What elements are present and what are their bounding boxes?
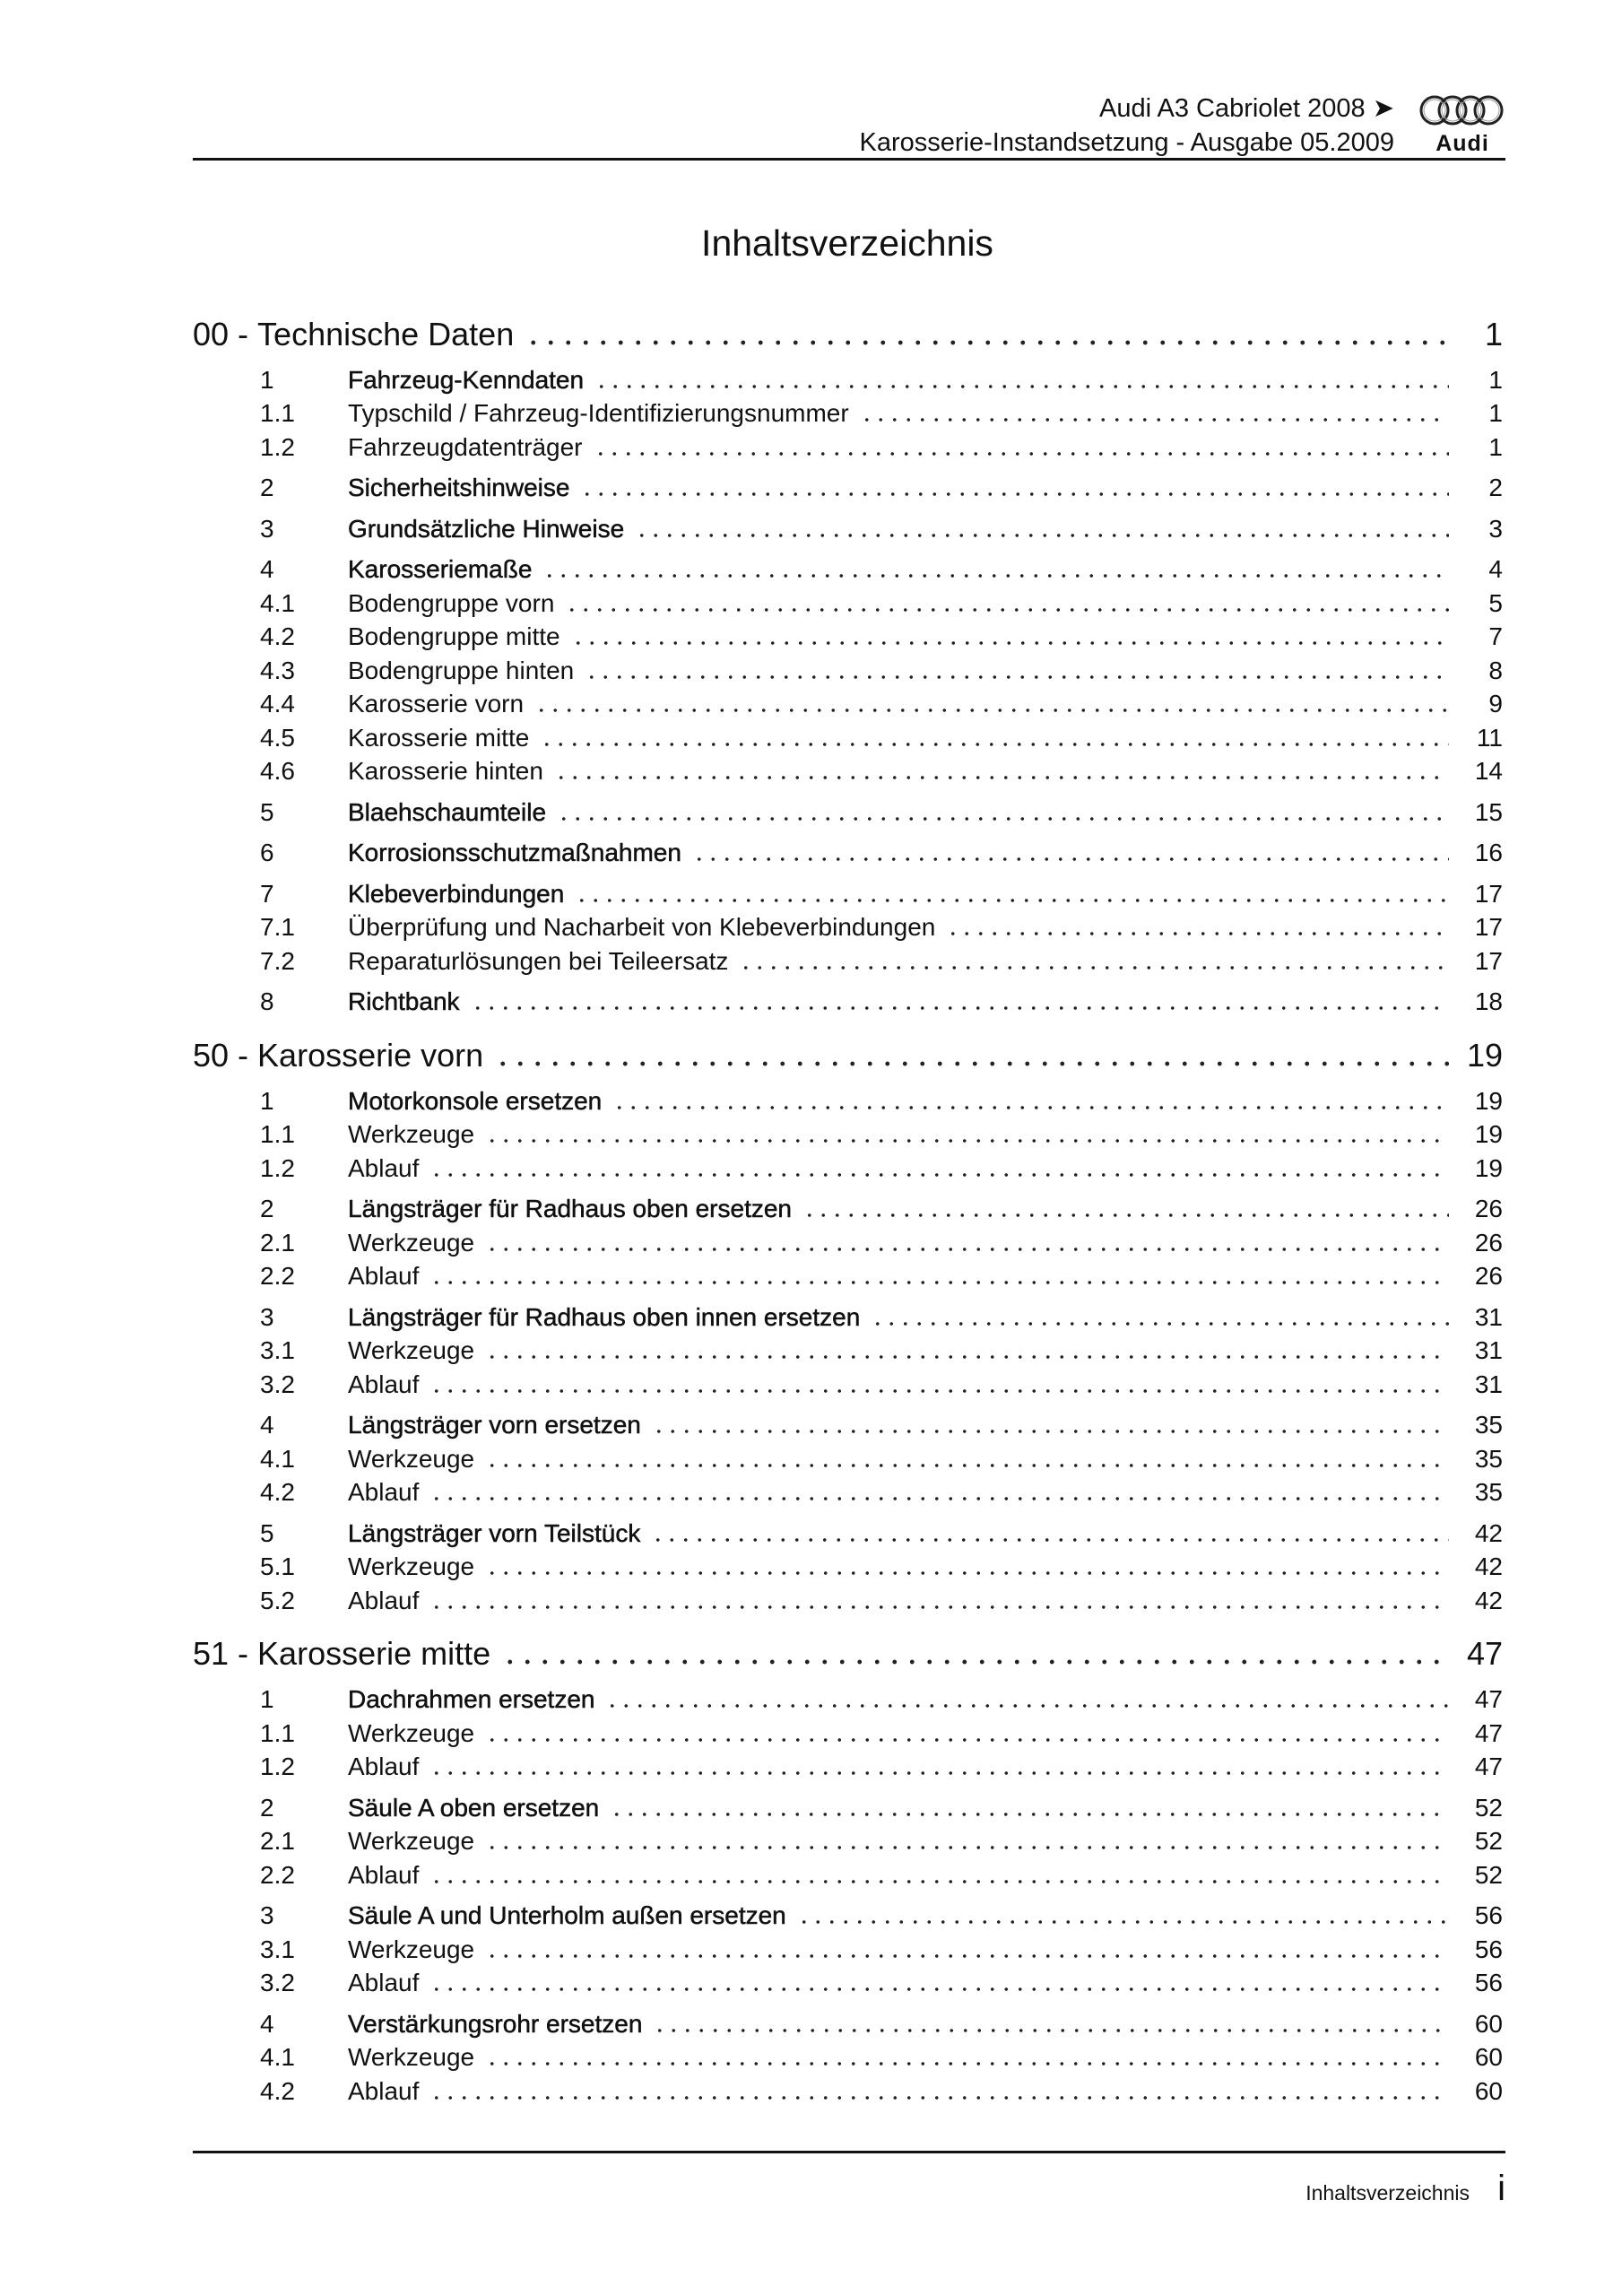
toc-label: Grundsätzliche Hinweise (348, 514, 625, 543)
toc-section[interactable] (193, 986, 1503, 1020)
toc-page: 26 (1474, 1195, 1503, 1223)
toc-label: Säule A oben ersetzen (348, 1793, 600, 1822)
dot-leader (692, 855, 1449, 864)
toc-subsection[interactable] (193, 1226, 1503, 1260)
toc-section[interactable] (193, 1193, 1503, 1227)
toc-page: 56 (1474, 1969, 1503, 1997)
toc-page: 18 (1474, 987, 1503, 1016)
dot-leader (429, 1769, 1449, 1778)
toc-label: Bodengruppe mitte (348, 622, 560, 651)
toc-section[interactable] (193, 363, 1503, 397)
toc-page: 9 (1488, 690, 1503, 718)
dot-leader (635, 531, 1449, 540)
toc-number: 2 (260, 1195, 274, 1223)
dot-leader (429, 1603, 1449, 1612)
toc-number: 51 - (193, 1635, 249, 1672)
table-of-contents (193, 312, 1503, 2109)
header-rule (193, 158, 1505, 161)
toc-chapter[interactable] (193, 312, 1503, 356)
toc-label: Bodengruppe vorn (348, 588, 555, 617)
toc-subsection[interactable] (193, 1858, 1503, 1892)
toc-label: Blaehschaumteile (348, 797, 547, 826)
dot-leader (652, 1427, 1449, 1436)
toc-subsection[interactable] (193, 688, 1503, 722)
toc-page: 52 (1474, 1827, 1503, 1856)
toc-page: 19 (1474, 1086, 1503, 1115)
toc-number: 5 (260, 797, 274, 826)
toc-number: 3.1 (260, 1336, 295, 1365)
toc-number: 2.2 (260, 1262, 295, 1291)
toc-label: Karosserie vorn (257, 1036, 484, 1074)
dot-leader (610, 1810, 1449, 1819)
toc-page: 1 (1484, 315, 1503, 352)
toc-section[interactable] (193, 472, 1503, 506)
toc-number: 6 (260, 839, 274, 867)
toc-section[interactable] (193, 877, 1503, 911)
toc-chapter[interactable] (193, 1632, 1503, 1676)
toc-label: Längsträger für Radhaus oben innen ersetzen (348, 1302, 861, 1331)
dot-leader (653, 2026, 1449, 2035)
toc-page: 47 (1474, 1752, 1503, 1781)
toc-page: 19 (1466, 1036, 1503, 1074)
toc-subsection[interactable] (193, 755, 1503, 789)
toc-section[interactable] (193, 2007, 1503, 2041)
toc-number: 2.1 (260, 1827, 295, 1856)
toc-number: 1.1 (260, 1718, 295, 1747)
toc-label: Dachrahmen ersetzen (348, 1685, 595, 1714)
dot-leader (557, 814, 1449, 823)
toc-subsection[interactable] (193, 1152, 1503, 1186)
footer-page-number: i (1497, 2169, 1505, 2208)
toc-label: Säule A und Unterholm außen ersetzen (348, 1901, 786, 1930)
dot-leader (739, 963, 1449, 972)
toc-section[interactable] (193, 1517, 1503, 1551)
toc-label: Werkzeuge (348, 1935, 475, 1963)
toc-section[interactable] (193, 796, 1503, 830)
toc-number: 4.3 (260, 656, 295, 684)
toc-number: 2 (260, 1793, 274, 1822)
dot-leader (501, 1657, 1449, 1666)
toc-page: 19 (1474, 1120, 1503, 1149)
dot-leader (485, 1952, 1449, 1961)
toc-page: 31 (1474, 1370, 1503, 1398)
toc-page: 7 (1488, 622, 1503, 651)
toc-label: Werkzeuge (348, 2043, 475, 2072)
dot-leader (946, 929, 1449, 938)
toc-subsection[interactable] (193, 2074, 1503, 2109)
toc-number: 1 (260, 365, 274, 394)
dot-leader (797, 1918, 1449, 1926)
toc-section[interactable] (193, 1683, 1503, 1718)
footer-rule (193, 2151, 1505, 2153)
dot-leader (540, 740, 1449, 749)
toc-subsection[interactable] (193, 621, 1503, 655)
toc-label: Motorkonsole ersetzen (348, 1086, 603, 1115)
toc-subsection[interactable] (193, 430, 1503, 465)
toc-number: 7.2 (260, 946, 295, 975)
dot-leader (485, 1352, 1449, 1361)
toc-section[interactable] (193, 553, 1503, 587)
toc-subsection[interactable] (193, 1368, 1503, 1402)
toc-page: 56 (1474, 1901, 1503, 1930)
dot-leader (429, 1494, 1449, 1503)
footer-section: Inhaltsverzeichnis (1305, 2181, 1470, 2205)
toc-label: Längsträger für Radhaus oben ersetzen (348, 1195, 792, 1223)
toc-label: Verstärkungsrohr ersetzen (348, 2009, 643, 2038)
toc-label: Richtbank (348, 987, 460, 1016)
toc-section[interactable] (193, 1084, 1503, 1118)
toc-page: 17 (1474, 913, 1503, 942)
toc-number: 1.1 (260, 1120, 295, 1149)
toc-page: 5 (1488, 588, 1503, 617)
toc-page: 3 (1488, 514, 1503, 543)
dot-leader (871, 1319, 1449, 1328)
toc-page: 26 (1474, 1228, 1503, 1257)
toc-label: Werkzeuge (348, 1827, 475, 1856)
toc-number: 3 (260, 1901, 274, 1930)
toc-page: 52 (1474, 1793, 1503, 1822)
dot-leader (494, 1059, 1449, 1068)
toc-page: 31 (1474, 1302, 1503, 1331)
toc-number: 4.2 (260, 622, 295, 651)
toc-number: 4 (260, 2009, 274, 2038)
toc-section[interactable] (193, 512, 1503, 546)
toc-number: 1.2 (260, 1752, 295, 1781)
dot-leader (860, 415, 1449, 424)
toc-label: Technische Daten (257, 315, 515, 352)
toc-label: Reparaturlösungen bei Teileersatz (348, 946, 729, 975)
toc-page: 15 (1474, 797, 1503, 826)
dot-leader (580, 490, 1449, 499)
toc-page: 56 (1474, 1935, 1503, 1963)
toc-number: 4.5 (260, 723, 295, 752)
dot-leader (485, 1245, 1449, 1254)
dot-leader (485, 1461, 1449, 1470)
toc-subsection[interactable] (193, 1442, 1503, 1476)
toc-number: 4.1 (260, 1444, 295, 1473)
toc-label: Werkzeuge (348, 1228, 475, 1257)
toc-page: 1 (1488, 399, 1503, 428)
toc-number: 50 - (193, 1036, 249, 1074)
toc-label: Korrosionsschutzmaßnahmen (348, 839, 681, 867)
toc-number: 3.1 (260, 1935, 295, 1963)
toc-number: 5.2 (260, 1586, 295, 1614)
toc-label: Werkzeuge (348, 1336, 475, 1365)
toc-section[interactable] (193, 837, 1503, 871)
toc-number: 4.4 (260, 690, 295, 718)
toc-label: Sicherheitshinweise (348, 474, 570, 502)
toc-label: Ablauf (348, 1478, 420, 1507)
toc-label: Längsträger vorn ersetzen (348, 1411, 641, 1439)
toc-section[interactable] (193, 1900, 1503, 1934)
dot-leader (485, 1569, 1449, 1578)
toc-label: Karosserie vorn (348, 690, 525, 718)
toc-page: 17 (1474, 946, 1503, 975)
toc-label: Karosserie hinten (348, 757, 543, 786)
dot-leader (594, 382, 1449, 391)
toc-label: Werkzeuge (348, 1552, 475, 1581)
toc-page: 60 (1474, 2043, 1503, 2072)
dot-leader (594, 449, 1449, 458)
dot-leader (651, 1535, 1449, 1544)
toc-label: Überprüfung und Nacharbeit von Klebeverbindungen (348, 913, 936, 942)
toc-label: Ablauf (348, 1262, 420, 1291)
dot-leader (485, 1843, 1449, 1852)
toc-number: 1 (260, 1685, 274, 1714)
toc-label: Ablauf (348, 1860, 420, 1889)
toc-subsection[interactable] (193, 654, 1503, 688)
toc-label: Längsträger vorn Teilstück (348, 1518, 641, 1547)
toc-label: Klebeverbindungen (348, 879, 565, 908)
toc-label: Ablauf (348, 1586, 420, 1614)
dot-leader (534, 706, 1449, 715)
toc-label: Karosserie mitte (348, 723, 530, 752)
toc-number: 4.2 (260, 2076, 295, 2105)
dot-leader (571, 639, 1449, 648)
toc-label: Werkzeuge (348, 1444, 475, 1473)
toc-number: 5 (260, 1518, 274, 1547)
toc-page: 31 (1474, 1336, 1503, 1365)
toc-subsection[interactable] (193, 1967, 1503, 2001)
toc-number: 2.2 (260, 1860, 295, 1889)
toc-subsection[interactable] (193, 587, 1503, 621)
toc-label: Karosserie mitte (257, 1635, 491, 1672)
toc-page: 1 (1488, 365, 1503, 394)
toc-label: Werkzeuge (348, 1120, 475, 1149)
toc-label: Ablauf (348, 2076, 420, 2105)
toc-label: Fahrzeugdatenträger (348, 432, 583, 461)
toc-number: 1.2 (260, 432, 295, 461)
toc-page: 11 (1476, 723, 1503, 752)
dot-leader (485, 2059, 1449, 2068)
toc-page: 14 (1474, 757, 1503, 786)
toc-page: 35 (1474, 1411, 1503, 1439)
toc-number: 2 (260, 474, 274, 502)
toc-page: 42 (1474, 1518, 1503, 1547)
toc-number: 3 (260, 1302, 274, 1331)
toc-number: 1.2 (260, 1153, 295, 1182)
dot-leader (612, 1103, 1449, 1112)
dot-leader (429, 1877, 1449, 1886)
toc-number: 5.1 (260, 1552, 295, 1581)
toc-number: 1 (260, 1086, 274, 1115)
toc-page: 4 (1488, 555, 1503, 584)
dot-leader (429, 2093, 1449, 2102)
toc-subsection[interactable] (193, 911, 1503, 945)
toc-subsection[interactable] (193, 944, 1503, 978)
dot-leader (485, 1735, 1449, 1744)
toc-label: Ablauf (348, 1969, 420, 1997)
toc-subsection[interactable] (193, 1551, 1503, 1585)
toc-number: 4.1 (260, 588, 295, 617)
dot-leader (525, 338, 1449, 347)
toc-number: 1.1 (260, 399, 295, 428)
toc-number: 00 - (193, 315, 249, 352)
toc-label: Fahrzeug-Kenndaten (348, 365, 585, 394)
dot-leader (565, 605, 1449, 614)
toc-label: Ablauf (348, 1370, 420, 1398)
toc-subsection[interactable] (193, 1476, 1503, 1510)
toc-page: 26 (1474, 1262, 1503, 1291)
toc-label: Ablauf (348, 1752, 420, 1781)
toc-page: 52 (1474, 1860, 1503, 1889)
toc-page: 42 (1474, 1586, 1503, 1614)
toc-label: Karosseriemaße (348, 555, 533, 584)
toc-page: 42 (1474, 1552, 1503, 1581)
header-model: Audi A3 Cabriolet 2008 ➤ (1098, 94, 1394, 123)
toc-page: 47 (1474, 1685, 1503, 1714)
toc-number: 7.1 (260, 913, 295, 942)
dot-leader (554, 773, 1449, 782)
dot-leader (471, 1004, 1449, 1013)
toc-label: Bodengruppe hinten (348, 656, 575, 684)
toc-page: 47 (1466, 1635, 1503, 1672)
dot-leader (605, 1701, 1449, 1710)
toc-subsection[interactable] (193, 1933, 1503, 1967)
toc-subsection[interactable] (193, 1260, 1503, 1294)
toc-page: 2 (1488, 474, 1503, 502)
toc-number: 4 (260, 1411, 274, 1439)
toc-page: 60 (1474, 2009, 1503, 2038)
toc-number: 7 (260, 879, 274, 908)
toc-number: 4.6 (260, 757, 295, 786)
toc-page: 1 (1488, 432, 1503, 461)
toc-subsection[interactable] (193, 1751, 1503, 1785)
toc-subsection[interactable] (193, 1717, 1503, 1751)
header-edition: Karosserie-Instandsetzung - Ausgabe 05.2009 (859, 128, 1394, 157)
toc-page: 35 (1474, 1444, 1503, 1473)
toc-page: 8 (1488, 656, 1503, 684)
toc-section[interactable] (193, 1409, 1503, 1443)
toc-page: 19 (1474, 1153, 1503, 1182)
toc-section[interactable] (193, 1791, 1503, 1825)
toc-page: 60 (1474, 2076, 1503, 2105)
toc-number: 2.1 (260, 1228, 295, 1257)
toc-number: 3.2 (260, 1370, 295, 1398)
toc-subsection[interactable] (193, 397, 1503, 431)
toc-number: 4.2 (260, 1478, 295, 1507)
toc-section[interactable] (193, 1300, 1503, 1335)
toc-number: 3.2 (260, 1969, 295, 1997)
toc-subsection[interactable] (193, 1335, 1503, 1369)
toc-subsection[interactable] (193, 721, 1503, 755)
dot-leader (802, 1211, 1449, 1220)
toc-label: Ablauf (348, 1153, 420, 1182)
audi-wordmark: Audi (1436, 131, 1489, 156)
toc-number: 4.1 (260, 2043, 295, 2072)
dot-leader (429, 1170, 1449, 1179)
page-title: Inhaltsverzeichnis (701, 222, 993, 264)
toc-page: 17 (1474, 879, 1503, 908)
toc-subsection[interactable] (193, 2041, 1503, 2075)
dot-leader (542, 571, 1449, 580)
toc-label: Typschild / Fahrzeug-Identifizierungsnummer (348, 399, 849, 428)
toc-label: Werkzeuge (348, 1718, 475, 1747)
dot-leader (585, 673, 1449, 682)
dot-leader (485, 1136, 1449, 1145)
toc-subsection[interactable] (193, 1118, 1503, 1152)
toc-number: 8 (260, 987, 274, 1016)
toc-page: 35 (1474, 1478, 1503, 1507)
toc-number: 4 (260, 555, 274, 584)
toc-subsection[interactable] (193, 1584, 1503, 1618)
toc-subsection[interactable] (193, 1825, 1503, 1859)
toc-number: 3 (260, 514, 274, 543)
toc-page: 16 (1474, 839, 1503, 867)
toc-page: 47 (1474, 1718, 1503, 1747)
toc-chapter[interactable] (193, 1033, 1503, 1077)
dot-leader (575, 896, 1449, 905)
dot-leader (429, 1985, 1449, 1994)
dot-leader (429, 1278, 1449, 1287)
dot-leader (429, 1387, 1449, 1396)
